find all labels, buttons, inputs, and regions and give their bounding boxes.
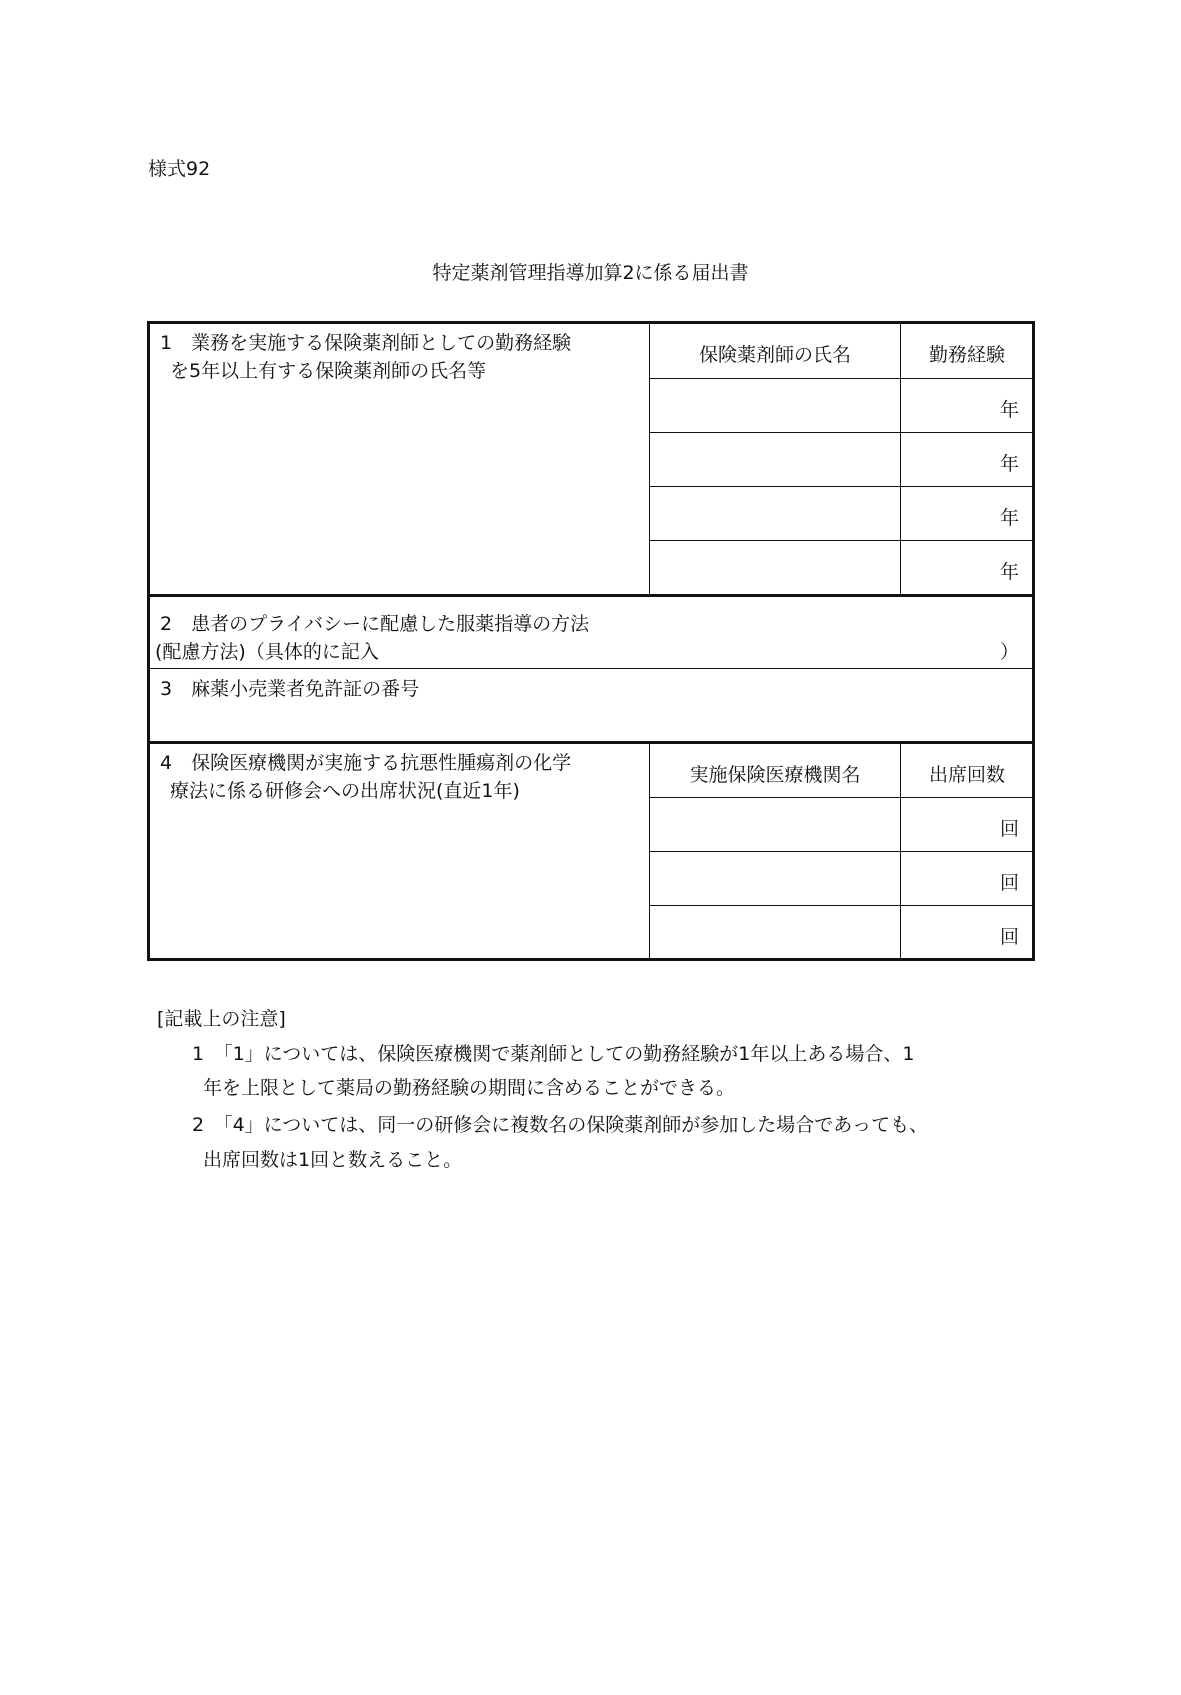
years-unit[interactable]: 年 (1000, 399, 1020, 421)
note-item: 1 「1」については、保険医療機関で薬剤師としての勤務経験が1年以上ある場合、1 (192, 1043, 915, 1065)
section3-label: 3 麻薬小売業者免許証の番号 (160, 678, 420, 700)
section1-label: を5年以上有する保険薬剤師の氏名等 (170, 360, 487, 382)
institution-name-header: 実施保険医療機関名 (689, 764, 861, 786)
section2-method-field[interactable]: (配慮方法)（具体的に記入 (155, 641, 379, 663)
institution-name-field[interactable] (650, 906, 900, 958)
experience-header: 勤務経験 (928, 344, 1005, 366)
section1-label: 1 業務を実施する保険薬剤師としての勤務経験 (160, 332, 572, 354)
institution-name-field[interactable] (650, 852, 900, 905)
narcotics-license-field[interactable] (150, 700, 1032, 740)
note-item: 年を上限として薬局の勤務経験の期間に含めることができる。 (203, 1077, 736, 1099)
note-item: 2 「4」については、同一の研修会に複数名の保険薬剤師が参加した場合であっても、 (192, 1114, 929, 1136)
document-title: 特定薬剤管理指導加算2に係る届出書 (432, 262, 749, 284)
pharmacist-name-field[interactable] (650, 487, 900, 540)
pharmacist-name-field[interactable] (650, 541, 900, 594)
section4-label: 療法に係る研修会への出席状況(直近1年) (170, 780, 520, 802)
pharmacist-name-header: 保険薬剤師の氏名 (698, 344, 851, 366)
table-border (147, 958, 1035, 961)
count-unit[interactable]: 回 (1000, 818, 1020, 840)
table-border (147, 321, 150, 961)
institution-name-field[interactable] (650, 798, 900, 851)
section-divider (147, 668, 1035, 669)
notes-heading: [記載上の注意] (157, 1008, 286, 1030)
pharmacist-name-field[interactable] (650, 379, 900, 432)
table-border (1032, 321, 1035, 961)
years-unit[interactable]: 年 (1000, 453, 1020, 475)
years-unit[interactable]: 年 (1000, 507, 1020, 529)
section2-close-paren: ） (1000, 641, 1020, 663)
years-unit[interactable]: 年 (1000, 561, 1020, 583)
table-border (147, 321, 1035, 324)
pharmacist-name-field[interactable] (650, 433, 900, 486)
count-unit[interactable]: 回 (1000, 926, 1020, 948)
form-number: 様式92 (148, 158, 211, 180)
section4-label: 4 保険医療機関が実施する抗悪性腫瘍剤の化学 (160, 752, 572, 774)
section2-label: 2 患者のプライバシーに配慮した服薬指導の方法 (160, 613, 590, 635)
section-divider (147, 741, 1035, 744)
count-unit[interactable]: 回 (1000, 872, 1020, 894)
section-divider (147, 594, 1035, 597)
note-item: 出席回数は1回と数えること。 (203, 1149, 463, 1171)
attendance-count-header: 出席回数 (928, 764, 1005, 786)
